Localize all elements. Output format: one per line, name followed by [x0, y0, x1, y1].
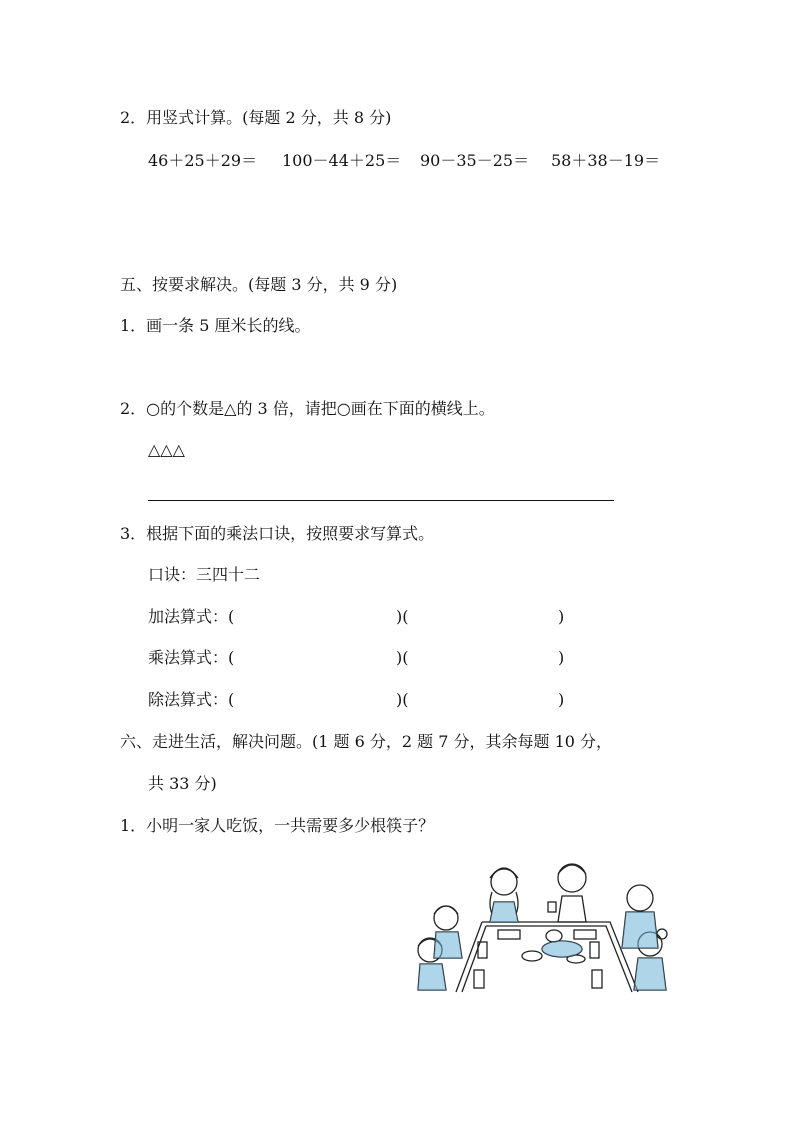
- paren-mid: )(: [396, 690, 409, 709]
- paren-end: ): [558, 607, 565, 626]
- expression: 100－44＋25＝: [282, 151, 402, 170]
- row-label: 除法算式：(: [148, 690, 235, 709]
- expression: 46＋25＋29＝: [148, 151, 258, 170]
- question-title: 2．用竖式计算。(每题 2 分，共 8 分): [120, 108, 392, 127]
- rhyme: 口诀：三四十二: [148, 565, 261, 584]
- paren-end: ): [558, 648, 565, 667]
- triangles: △△△: [148, 440, 185, 459]
- question: 2．○的个数是△的 3 倍，请把○画在下面的横线上。: [120, 399, 495, 418]
- answer-line[interactable]: [148, 500, 614, 501]
- question: 1．小明一家人吃饭，一共需要多少根筷子？: [120, 816, 435, 835]
- family-dinner-illustration: [412, 852, 674, 996]
- question: 1．画一条 5 厘米长的线。: [120, 316, 311, 335]
- expression: 90－35－25＝: [420, 151, 530, 170]
- paren-mid: )(: [396, 648, 409, 667]
- paren-mid: )(: [396, 607, 409, 626]
- section-heading: 五、按要求解决。(每题 3 分，共 9 分): [120, 275, 398, 294]
- row-label: 加法算式：(: [148, 607, 235, 626]
- section-heading: 六、走进生活，解决问题。(1 题 6 分，2 题 7 分，其余每题 10 分，: [120, 732, 613, 751]
- expression: 58＋38－19＝: [551, 151, 661, 170]
- row-label: 乘法算式：(: [148, 648, 235, 667]
- section-heading-continued: 共 33 分): [148, 774, 217, 793]
- paren-end: ): [558, 690, 565, 709]
- question: 3．根据下面的乘法口诀，按照要求写算式。: [120, 524, 435, 543]
